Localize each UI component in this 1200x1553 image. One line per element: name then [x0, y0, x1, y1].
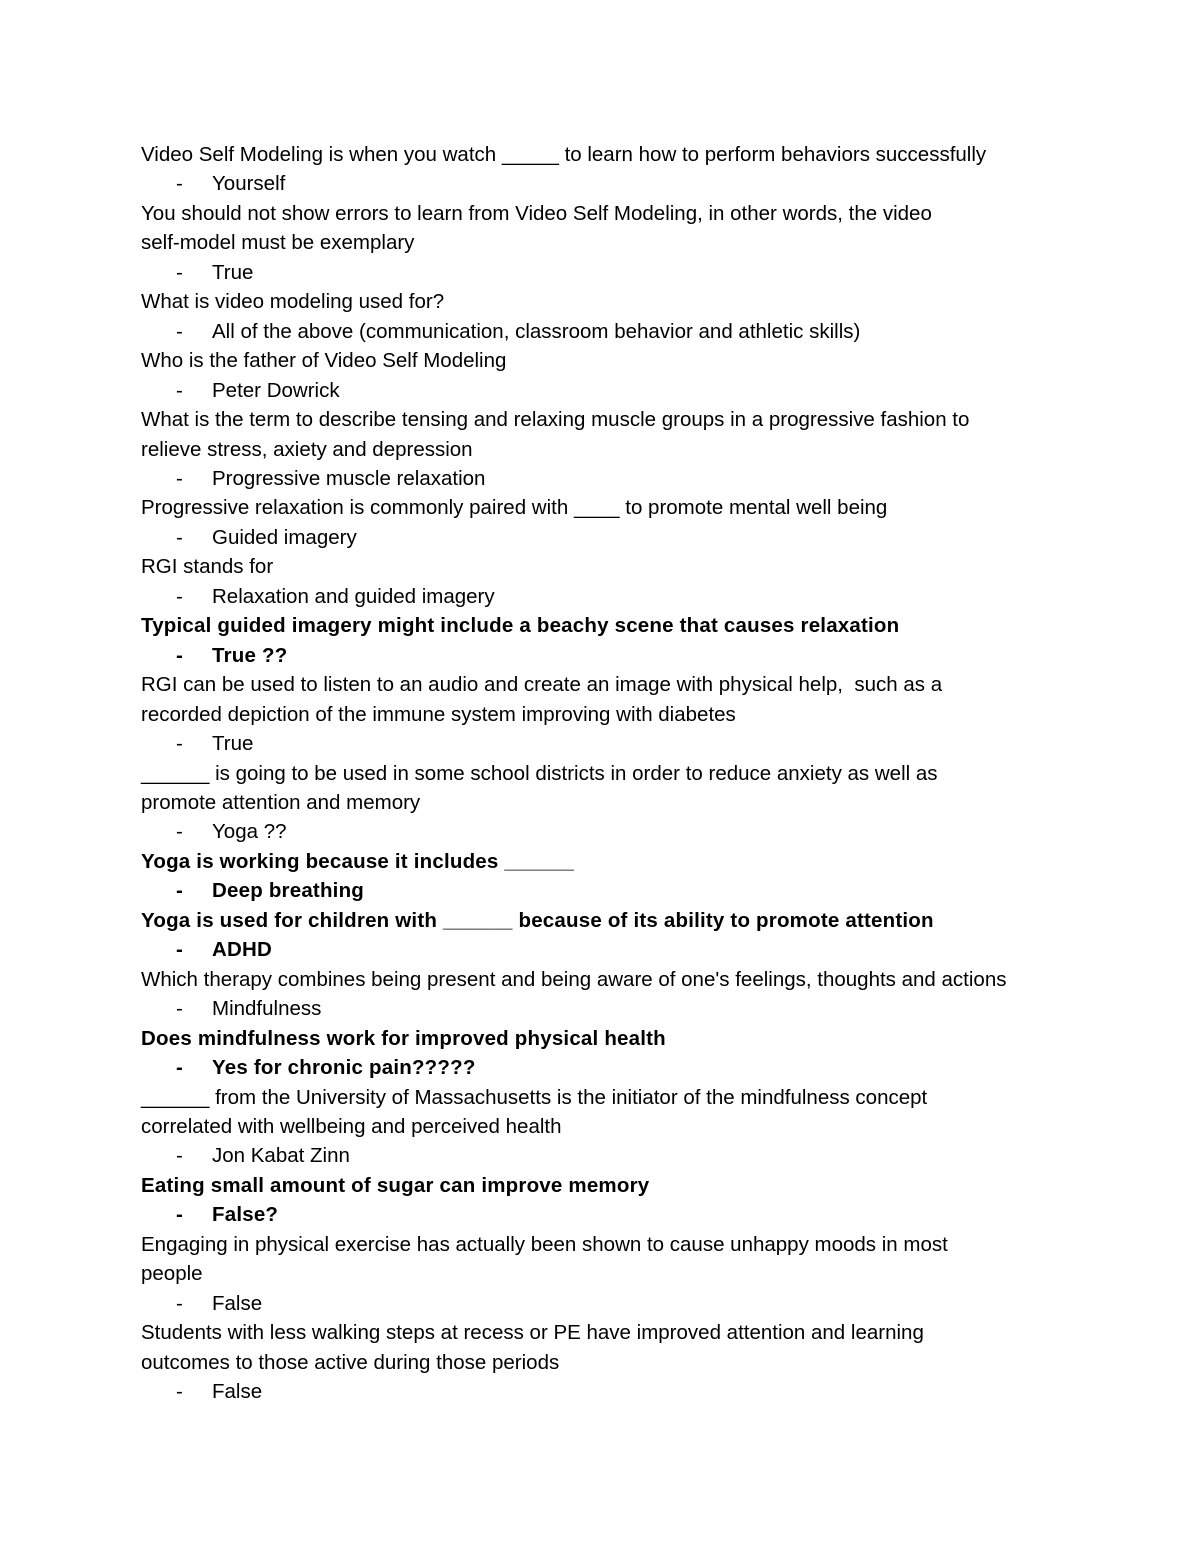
qa-item	[141, 611, 1141, 670]
qa-item	[141, 405, 1141, 493]
answer-text: True ??	[212, 643, 288, 667]
document-body	[141, 140, 1141, 1406]
answer-line	[141, 1289, 1141, 1318]
answer-text: Deep breathing	[212, 879, 365, 903]
answer-text: Peter Dowrick	[212, 378, 340, 402]
answer-text: All of the above (communication, classroom behavior and athletic skills)	[212, 319, 861, 343]
question-line: What is video modeling used for?	[141, 290, 445, 314]
question-line: You should not show errors to learn from Video Self Modeling, in other words, the video	[141, 201, 932, 225]
question-line: Students with less walking steps at recess or PE have improved attention and learning	[141, 1321, 924, 1345]
answer-text: True	[212, 260, 254, 284]
list-dash: -	[176, 260, 183, 284]
qa-item	[141, 759, 1141, 847]
list-dash: -	[176, 319, 183, 343]
qa-item	[141, 1171, 1141, 1230]
answer-text: Relaxation and guided imagery	[212, 584, 495, 608]
question-line: Does mindfulness work for improved physical health	[141, 1026, 666, 1050]
answer-line	[141, 994, 1141, 1023]
question-line: Eating small amount of sugar can improve memory	[141, 1173, 650, 1197]
answer-line	[141, 169, 1141, 198]
question-line: Yoga is working because it includes ______	[141, 849, 574, 873]
list-dash: -	[176, 466, 183, 490]
answer-text: Mindfulness	[212, 997, 322, 1021]
qa-item	[141, 493, 1141, 552]
answer-text: Yes for chronic pain?????	[212, 1056, 476, 1080]
qa-item	[141, 552, 1141, 611]
qa-item	[141, 847, 1141, 906]
list-dash: -	[176, 820, 183, 844]
question-line: outcomes to those active during those periods	[141, 1350, 560, 1374]
question-line: Which therapy combines being present and being aware of one's feelings, thoughts and actions	[141, 967, 1007, 991]
qa-item	[141, 906, 1141, 965]
question-line: recorded depiction of the immune system improving with diabetes	[141, 702, 736, 726]
answer-text: Yourself	[212, 172, 286, 196]
answer-text: Progressive muscle relaxation	[212, 466, 486, 490]
answer-line	[141, 1053, 1141, 1082]
question-line: self-model must be exemplary	[141, 231, 415, 255]
answer-line	[141, 1377, 1141, 1406]
question-line: Who is the father of Video Self Modeling	[141, 349, 507, 373]
answer-text: Guided imagery	[212, 525, 357, 549]
answer-text: ADHD	[212, 938, 273, 962]
list-dash: -	[176, 643, 184, 667]
list-dash: -	[176, 997, 183, 1021]
qa-item	[141, 1024, 1141, 1083]
list-dash: -	[176, 1056, 184, 1080]
list-dash: -	[176, 525, 183, 549]
question-line: What is the term to describe tensing and relaxing muscle groups in a progressive fashion to	[141, 408, 970, 432]
question-line: Yoga is used for children with ______ because of its ability to promote attention	[141, 908, 934, 932]
question-line: promote attention and memory	[141, 790, 421, 814]
question-line: Video Self Modeling is when you watch _____ to learn how to perform behaviors successfully	[141, 143, 987, 166]
question-line: relieve stress, axiety and depression	[141, 437, 473, 461]
answer-text: False	[212, 1291, 263, 1315]
question-line: correlated with wellbeing and perceived health	[141, 1114, 562, 1138]
answer-line	[141, 582, 1141, 611]
qa-item	[141, 287, 1141, 346]
list-dash: -	[176, 879, 184, 903]
list-dash: -	[176, 938, 184, 962]
question-line: RGI stands for	[141, 555, 274, 579]
answer-text: False?	[212, 1203, 279, 1227]
list-dash: -	[176, 584, 183, 608]
question-line: people	[141, 1262, 203, 1286]
qa-item	[141, 1318, 1141, 1406]
answer-line	[141, 876, 1141, 905]
list-dash: -	[176, 1380, 183, 1404]
list-dash: -	[176, 1203, 184, 1227]
answer-text: False	[212, 1380, 263, 1404]
question-line: Progressive relaxation is commonly paired with ____ to promote mental well being	[141, 496, 888, 520]
question-line: Typical guided imagery might include a beachy scene that causes relaxation	[141, 614, 900, 638]
answer-line	[141, 817, 1141, 846]
answer-line	[141, 1141, 1141, 1170]
qa-item	[141, 140, 1141, 199]
answer-line	[141, 258, 1141, 287]
question-line: ______ is going to be used in some school districts in order to reduce anxiety as well as	[141, 761, 938, 785]
answer-line	[141, 729, 1141, 758]
answer-text: Yoga ??	[212, 820, 287, 844]
qa-item	[141, 670, 1141, 758]
answer-line	[141, 317, 1141, 346]
answer-line	[141, 935, 1141, 964]
answer-line	[141, 376, 1141, 405]
answer-text: True	[212, 732, 254, 756]
list-dash: -	[176, 1291, 183, 1315]
answer-line	[141, 523, 1141, 552]
answer-text: Jon Kabat Zinn	[212, 1144, 350, 1168]
question-line: Engaging in physical exercise has actually been shown to cause unhappy moods in most	[141, 1232, 948, 1256]
qa-item	[141, 965, 1141, 1024]
list-dash: -	[176, 732, 183, 756]
list-dash: -	[176, 172, 183, 196]
qa-item	[141, 1083, 1141, 1171]
qa-item	[141, 1230, 1141, 1318]
qa-item	[141, 346, 1141, 405]
question-line: RGI can be used to listen to an audio and create an image with physical help, such as a	[141, 673, 943, 697]
answer-line	[141, 464, 1141, 493]
answer-line	[141, 1200, 1141, 1229]
qa-item	[141, 199, 1141, 287]
answer-line	[141, 641, 1141, 670]
question-line: ______ from the University of Massachusetts is the initiator of the mindfulness concept	[141, 1085, 928, 1109]
list-dash: -	[176, 1144, 183, 1168]
list-dash: -	[176, 378, 183, 402]
